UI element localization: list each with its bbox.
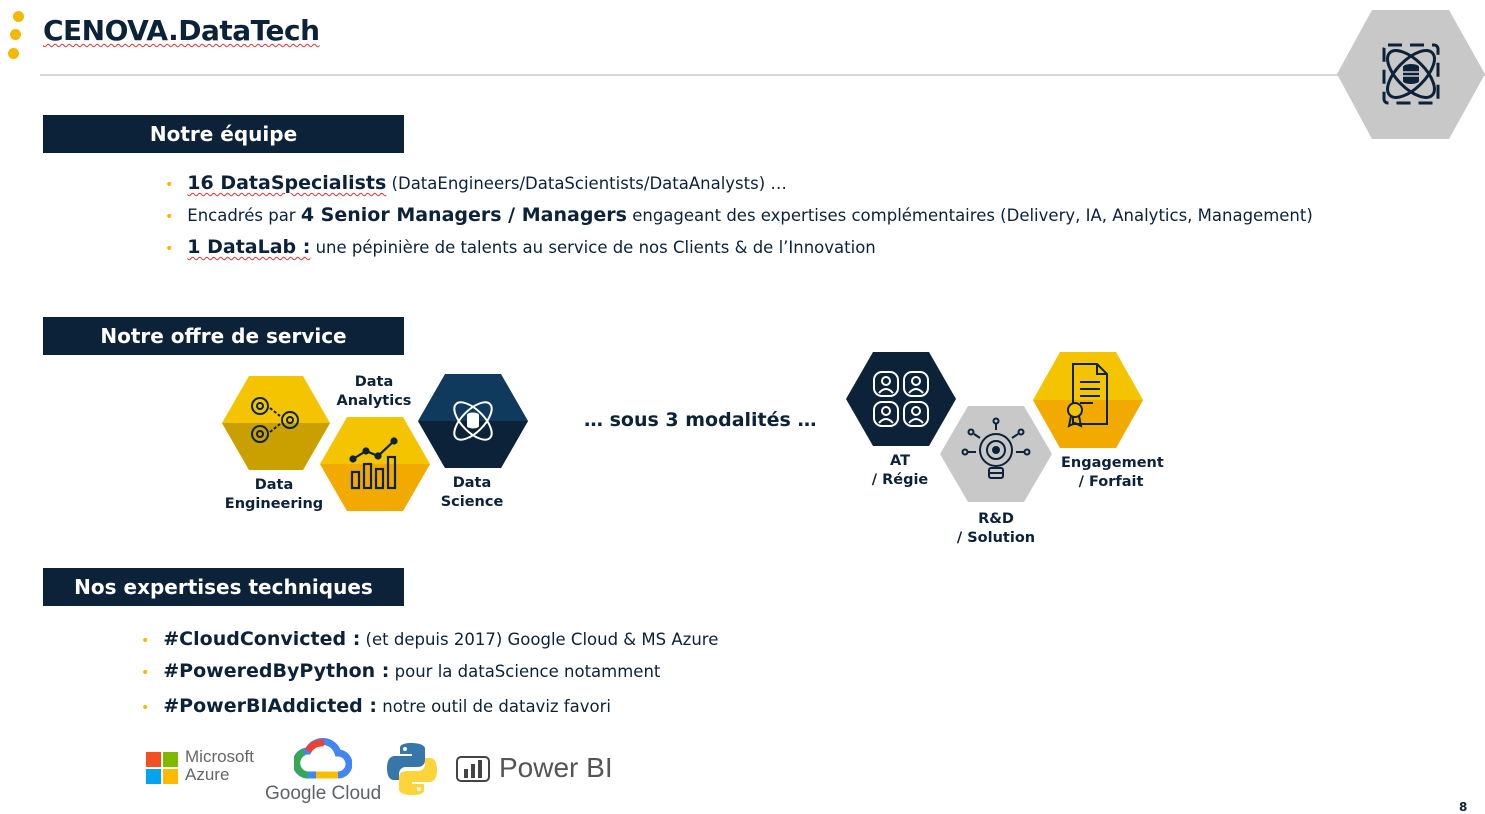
bullet-icon: •	[165, 209, 174, 225]
data-science-hex	[418, 374, 528, 468]
microsoft-logo-icon	[146, 752, 178, 784]
page-title: CENOVA.DataTech	[43, 14, 320, 47]
list-item: • 16 DataSpecialists (DataEngineers/DataScientists/DataAnalysts) …	[165, 172, 787, 194]
bullet-icon: •	[141, 700, 150, 716]
section-heading-offer: Notre offre de service	[43, 317, 404, 355]
engagement-forfait-label: Engagement / Forfait	[1061, 455, 1164, 490]
data-engineering-hex	[222, 376, 330, 470]
modalities-text: … sous 3 modalités …	[584, 409, 817, 431]
page-number: 8	[1459, 800, 1468, 814]
bullet-icon: •	[141, 665, 150, 681]
datatech-hex-icon	[1336, 9, 1485, 140]
azure-logo-text: Microsoft Azure	[185, 747, 254, 784]
section-heading-expertise: Nos expertises techniques	[43, 568, 404, 606]
python-logo-icon	[386, 741, 438, 797]
bullet-icon: •	[165, 241, 174, 257]
decor-dot	[8, 48, 19, 59]
powerbi-logo-icon	[455, 755, 491, 783]
engagement-forfait-hex	[1033, 352, 1143, 448]
bullet-icon: •	[165, 177, 174, 193]
list-item: • #PowerBIAddicted : notre outil de dataviz favori	[141, 695, 611, 717]
google-cloud-icon	[294, 735, 352, 779]
google-cloud-logo-text: Google Cloud	[265, 783, 382, 804]
list-item: • Encadrés par 4 Senior Managers / Managers engageant des expertises complémentaires (Delivery, IA, Analytics, Management)	[165, 204, 1313, 226]
list-item: • #CloudConvicted : (et depuis 2017) Google Cloud & MS Azure	[141, 628, 719, 650]
data-analytics-label: Data Analytics	[336, 374, 412, 409]
rd-solution-label: R&D / Solution	[956, 511, 1036, 546]
bullet-icon: •	[141, 633, 150, 649]
list-item: • #PoweredByPython : pour la dataScience notamment	[141, 660, 661, 682]
powerbi-logo-text: Power BI	[499, 752, 613, 783]
list-item: • 1 DataLab : une pépinière de talents au service de nos Clients & de l’Innovation	[165, 236, 876, 258]
data-analytics-hex	[320, 417, 430, 511]
at-regie-label: AT / Régie	[871, 453, 929, 488]
decor-dot	[13, 11, 24, 22]
title-divider	[40, 74, 1485, 76]
data-science-label: Data Science	[440, 475, 504, 510]
data-engineering-label: Data Engineering	[224, 477, 324, 512]
section-heading-team: Notre équipe	[43, 115, 404, 153]
decor-dot	[10, 29, 21, 40]
